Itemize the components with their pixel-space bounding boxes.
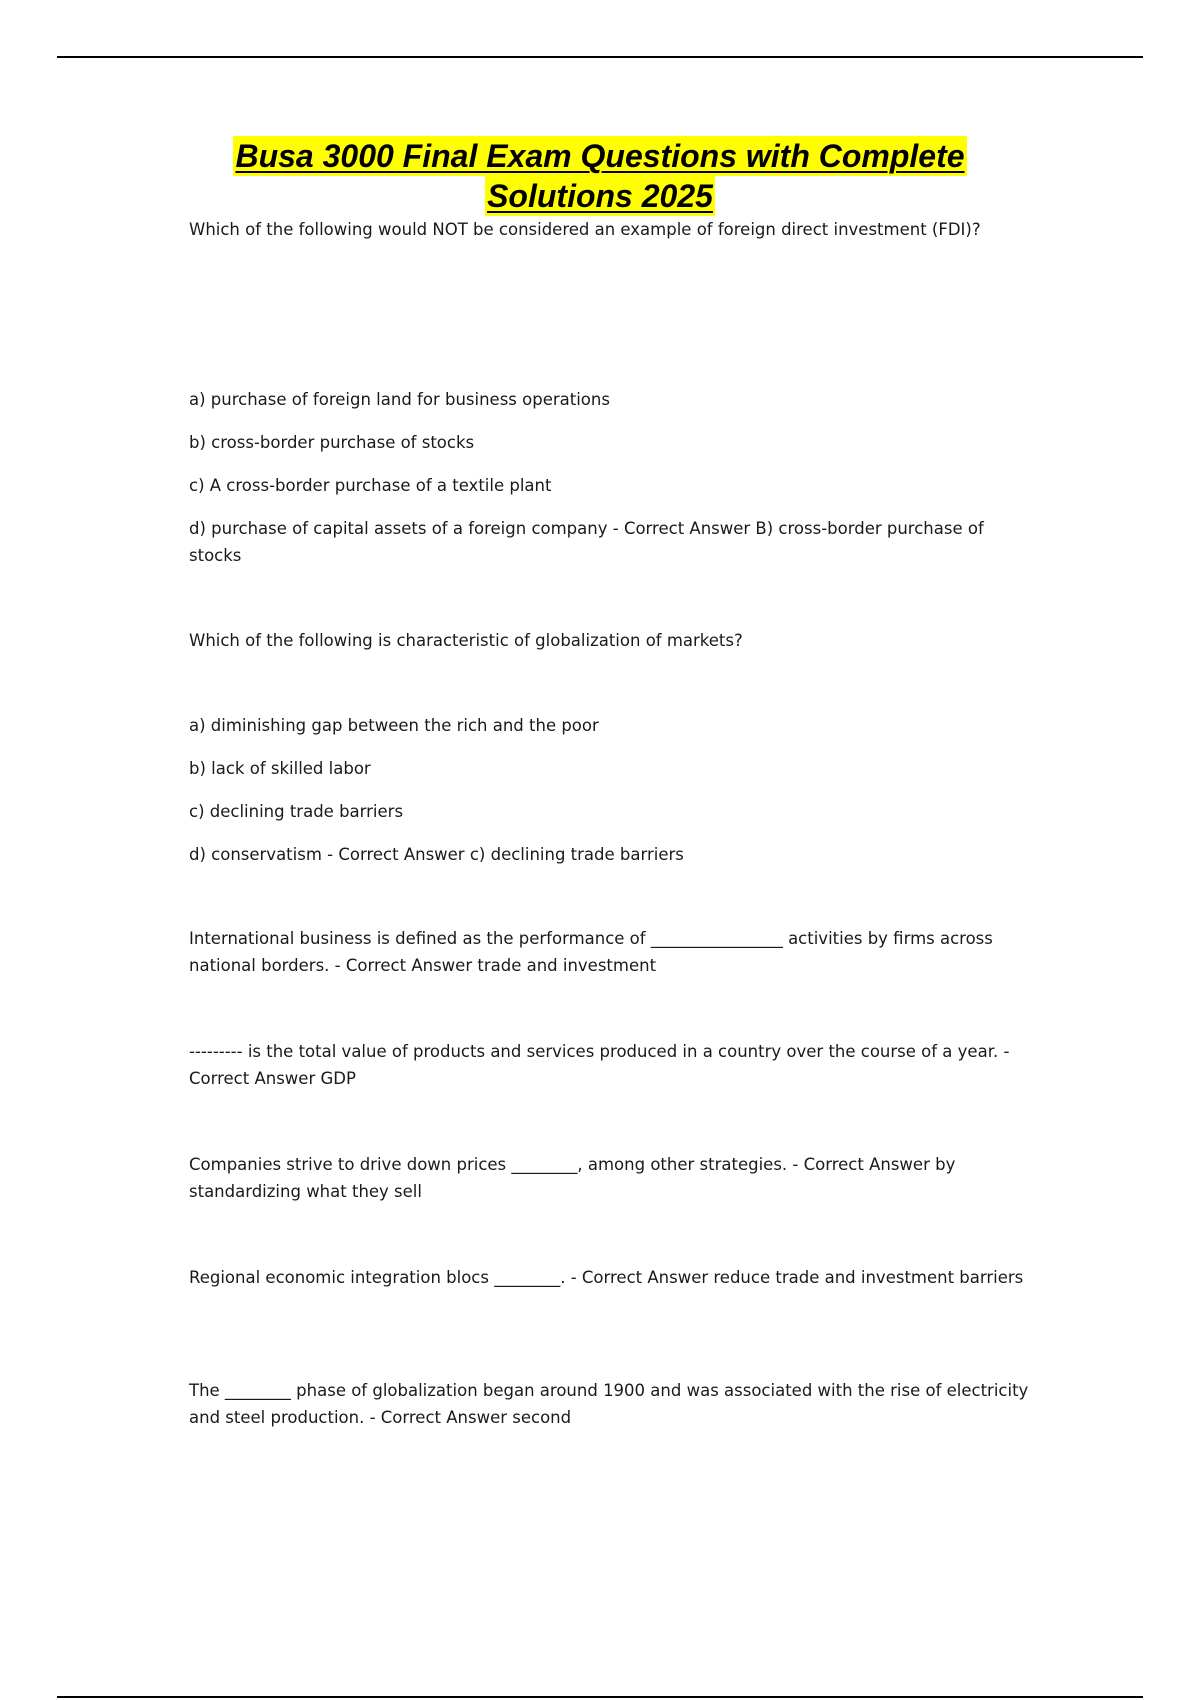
question-1-option-b: b) cross-border purchase of stocks <box>189 433 475 452</box>
question-4-text: --------- is the total value of products and services produced in a country over the course of a year. - Correct Answer GDP <box>189 1042 1010 1088</box>
bottom-rule <box>57 1696 1143 1698</box>
question-6-text: Regional economic integration blocs ________. - Correct Answer reduce trade and investment barriers <box>189 1268 1024 1287</box>
question-2-option-a: a) diminishing gap between the rich and the poor <box>189 716 599 735</box>
title-line-1: Busa 3000 Final Exam Questions with Complete <box>235 138 965 174</box>
document-title <box>0 136 1200 216</box>
question-2-prompt: Which of the following is characteristic of globalization of markets? <box>189 631 743 650</box>
question-1-option-d: d) purchase of capital assets of a foreign company - Correct Answer B) cross-border purchase of stocks <box>189 519 984 565</box>
question-1-option-a: a) purchase of foreign land for business operations <box>189 390 610 409</box>
question-7-text: The ________ phase of globalization began around 1900 and was associated with the rise of electricity and steel production. - Correct Answer second <box>189 1381 1029 1427</box>
question-2-option-b: b) lack of skilled labor <box>189 759 371 778</box>
question-1-option-c: c) A cross-border purchase of a textile plant <box>189 476 552 495</box>
question-1-prompt: Which of the following would NOT be considered an example of foreign direct investment (FDI)? <box>189 220 981 239</box>
question-3-text: International business is defined as the performance of ________________ activities by firms across national borders. - Correct Answer trade and investment <box>189 929 993 975</box>
top-rule <box>57 56 1143 58</box>
question-2-option-d: d) conservatism - Correct Answer c) declining trade barriers <box>189 845 684 864</box>
question-5-text: Companies strive to drive down prices ________, among other strategies. - Correct Answer by standardizing what they sell <box>189 1155 956 1201</box>
title-line-2: Solutions 2025 <box>487 178 713 214</box>
question-2-option-c: c) declining trade barriers <box>189 802 404 821</box>
